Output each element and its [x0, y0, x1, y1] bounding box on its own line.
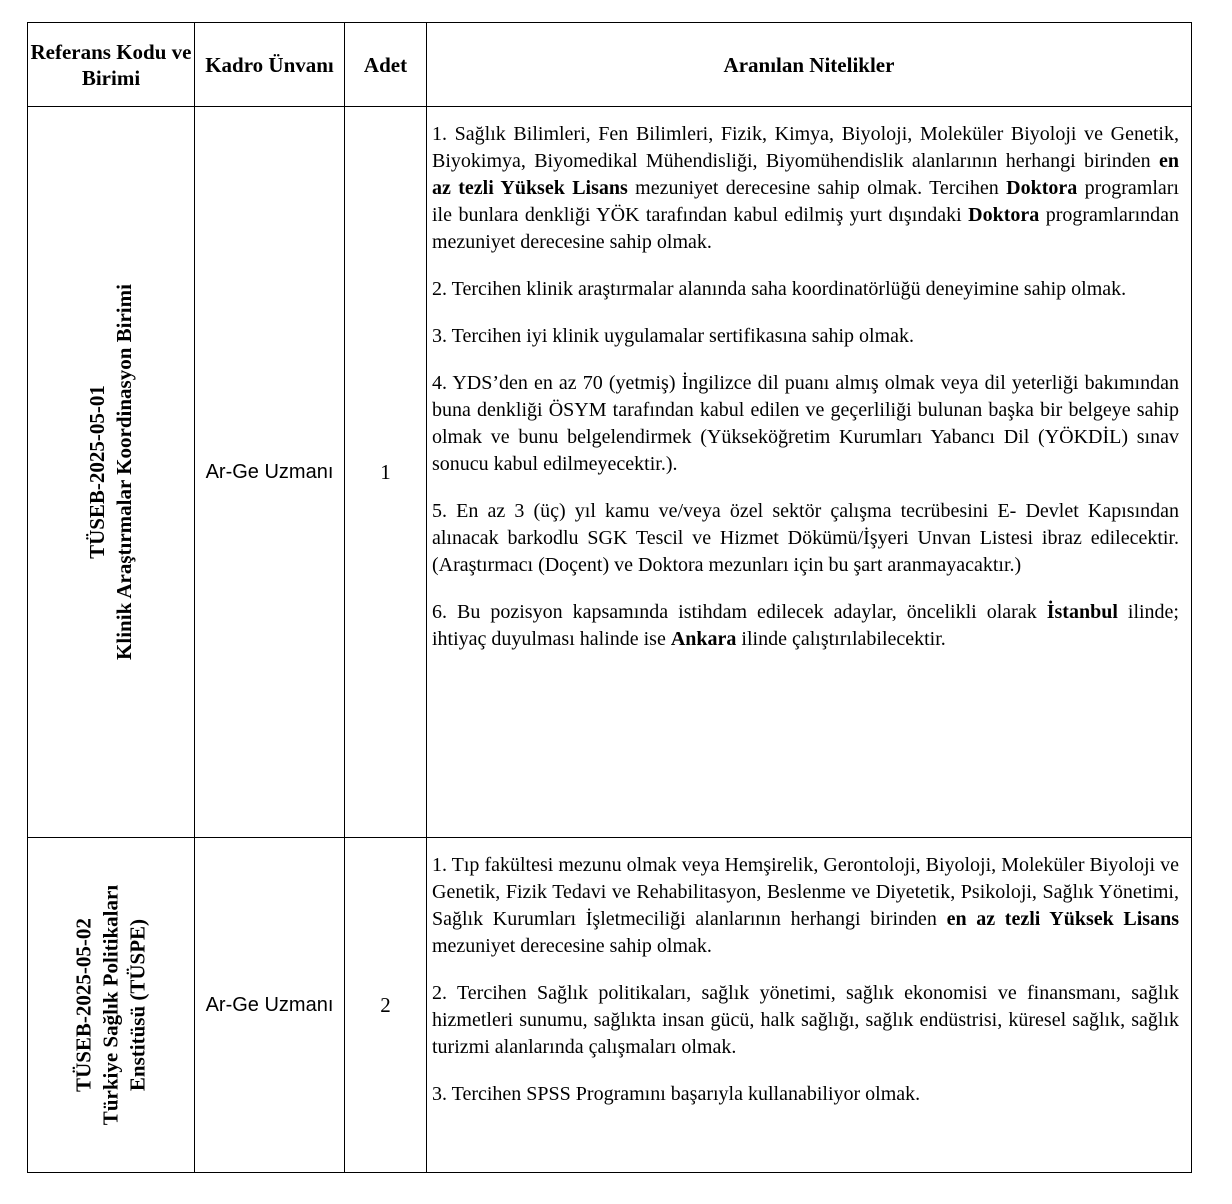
qualification-text: ilinde çalıştırılabilecektir. [736, 628, 946, 650]
table-row [28, 838, 1192, 1173]
qualification-text: mezuniyet derecesine sahip olmak. Tercihen [627, 177, 1007, 199]
qualification-text: ilinde; ihtiyaç duyulması halinde ise [432, 601, 1179, 650]
qualification-item [432, 599, 1179, 653]
position-title: Ar-Ge Uzmanı [195, 838, 345, 1173]
qualification-item [432, 323, 1179, 350]
qualifications-cell [427, 107, 1192, 838]
reference-code: TÜSEB-2025-05-02 [71, 918, 96, 1092]
qualification-emphasis: İstanbul [1046, 601, 1118, 623]
qualification-text: 2. Tercihen klinik araştırmalar alanında saha koordinatörlüğü deneyimine sahip olmak. [432, 278, 1127, 300]
qualification-text: programları ile bunlara denkliği YÖK tarafından kabul edilmiş yurt dışındaki [432, 177, 1179, 226]
qualifications-list [432, 852, 1179, 1108]
reference-code: TÜSEB-2025-05-01 [85, 385, 109, 559]
header-title: Kadro Ünvanı [195, 23, 345, 107]
header-row [28, 23, 1192, 107]
qualification-text: 3. Tercihen SPSS Programını başarıyla kullanabiliyor olmak. [432, 1083, 921, 1105]
qualification-text: programlarından mezuniyet derecesine sahip olmak. [432, 204, 1180, 253]
qualification-text: 1. Tıp fakültesi mezunu olmak veya Hemşirelik, Gerontoloji, Biyoloji, Moleküler Biyoloji ve Genetik, Fizik Tedavi ve Rehabilitasyon, Beslenme ve Diyetetik, Psikoloji, Sağlık Yönetimi, Sağlık Kurumları İşletmeciliği alanlarının herhangi birinden [432, 854, 1179, 930]
header-reference: Referans Kodu ve Birimi [28, 23, 195, 107]
qualification-item [432, 1081, 1179, 1108]
position-count: 1 [345, 107, 427, 838]
position-title: Ar-Ge Uzmanı [195, 107, 345, 838]
qualification-item [432, 980, 1179, 1061]
qualification-item [432, 276, 1179, 303]
qualifications-cell [427, 838, 1192, 1173]
header-count: Adet [345, 23, 427, 107]
qualifications-list [432, 121, 1179, 653]
qualification-item [432, 498, 1179, 579]
qualification-text: 3. Tercihen iyi klinik uygulamalar sertifikasına sahip olmak. [432, 325, 915, 347]
reference-unit-line2: Enstitüsü (TÜSPE) [125, 918, 150, 1092]
header-qualifications: Aranılan Nitelikler [427, 23, 1192, 107]
qualification-text: 1. Sağlık Bilimleri, Fen Bilimleri, Fizik, Kimya, Biyoloji, Moleküler Biyoloji ve Genetik, Biyokimya, Biyomedikal Mühendisliği, Biyomühendislik alanlarının herhangi birinden [432, 123, 1179, 172]
reference-text [84, 284, 138, 660]
qualification-text: 4. YDS’den en az 70 (yetmiş) İngilizce dil puanı almış olmak veya dil yeterliği bakımından buna denkliği ÖSYM tarafından kabul edilen ve geçerliliği bulunan başka bir belgeye sahip olmak ve bunu belgelendirmek (Yükseköğretim Kurumları Yabancı Dil (YÖKDİL) sınav sonucu kabul edilmeyecektir.). [432, 372, 1179, 475]
qualification-item [432, 121, 1179, 256]
reference-cell [28, 107, 195, 838]
reference-unit-line1: Türkiye Sağlık Politikaları [98, 884, 123, 1126]
reference-unit: Klinik Araştırmalar Koordinasyon Birimi [112, 284, 136, 660]
qualification-text: mezuniyet derecesine sahip olmak. [432, 935, 712, 957]
table-row [28, 107, 1192, 838]
positions-table [27, 22, 1192, 1173]
qualification-emphasis: en az tezli Yüksek Lisans [946, 908, 1179, 930]
qualification-item [432, 370, 1179, 478]
qualification-item [432, 852, 1179, 960]
reference-text [71, 885, 152, 1125]
qualification-text: 6. Bu pozisyon kapsamında istihdam edilecek adaylar, öncelikli olarak [432, 601, 1047, 623]
qualification-text: 2. Tercihen Sağlık politikaları, sağlık yönetimi, sağlık ekonomisi ve finansmanı, sağlık hizmetleri sunumu, sağlıkta insan gücü, halk sağlığı, sağlık endüstrisi, küresel sağlık, sağlık turizmi alanlarında çalışmaları olmak. [432, 982, 1179, 1058]
qualification-emphasis: Doktora [968, 204, 1040, 226]
qualification-text: 5. En az 3 (üç) yıl kamu ve/veya özel sektör çalışma tecrübesini E- Devlet Kapısından alınacak barkodlu SGK Tescil ve Hizmet Dökümü/İşyeri Unvan Listesi ibraz edilecektir. (Araştırmacı (Doçent) ve Doktora mezunları için bu şart aranmayacaktır.) [432, 500, 1179, 576]
qualification-emphasis: en az tezli Yüksek Lisans [432, 150, 1179, 199]
qualification-emphasis: Ankara [670, 628, 737, 650]
reference-cell [28, 838, 195, 1173]
qualification-emphasis: Doktora [1006, 177, 1078, 199]
position-count: 2 [345, 838, 427, 1173]
